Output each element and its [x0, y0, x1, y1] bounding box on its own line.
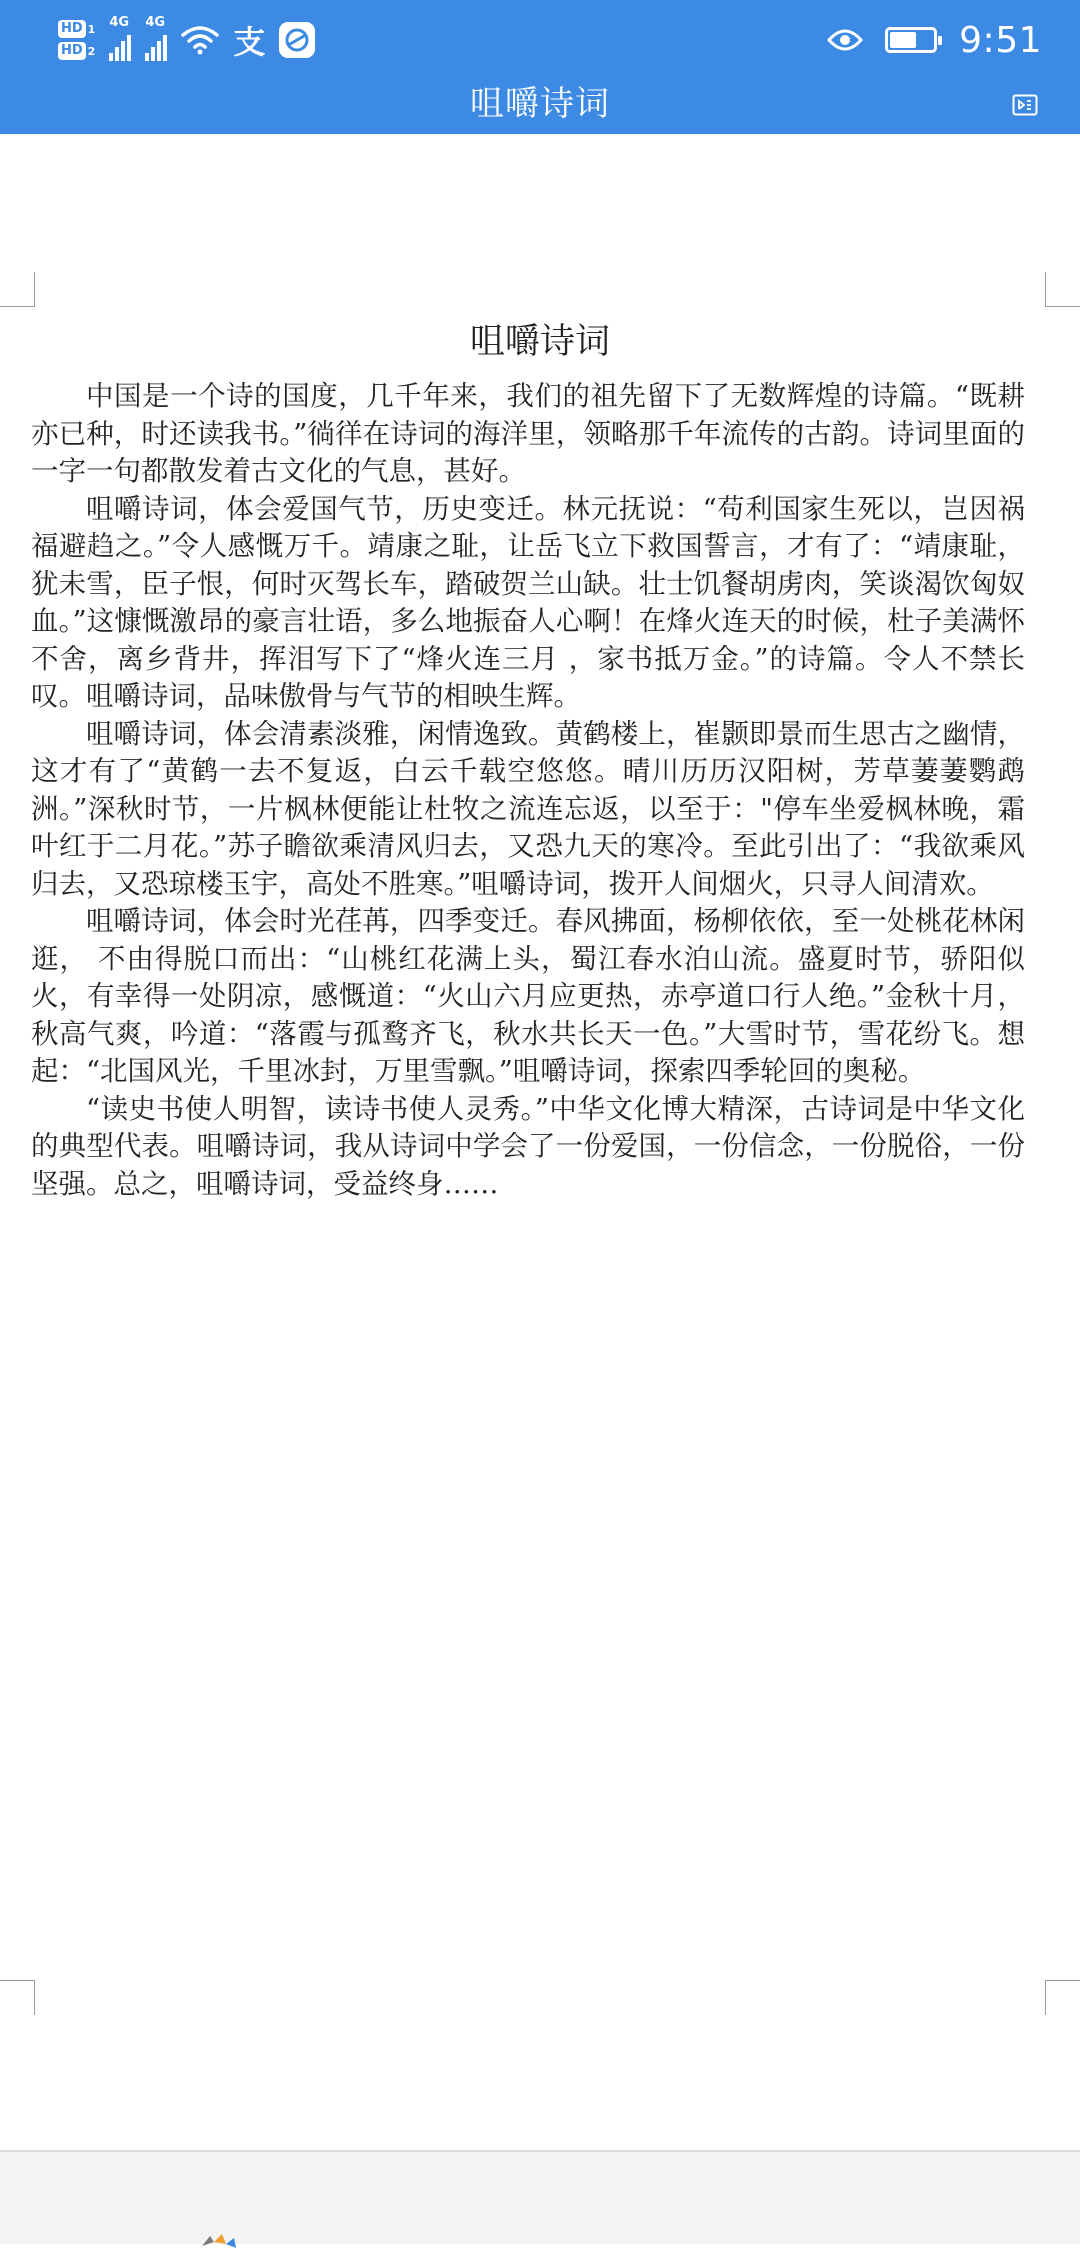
app-title: 咀嚼诗词	[470, 84, 610, 124]
crop-mark-top-right	[1045, 272, 1080, 307]
crop-mark-bottom-left	[0, 1980, 35, 2015]
signal-1-bar	[115, 47, 119, 61]
battery-icon	[885, 27, 937, 53]
document-paragraph: “读史书使人明智，读诗书使人灵秀。”中华文化博大精深，古诗词是中华文化的典型代表。咀嚼诗词，我从诗词中学会了一份爱国，一份信念，一份脱俗，一份坚强。总之，咀嚼诗词，受益终身……	[31, 1092, 1025, 1200]
signal-2-bar	[163, 35, 167, 61]
signal-1-bar	[109, 53, 113, 61]
status-left-group	[58, 10, 315, 70]
hd-indicators	[58, 20, 95, 60]
eye-icon	[827, 28, 863, 52]
alipay-icon: 支	[233, 23, 266, 61]
hd-badge-2-num: 2	[87, 44, 96, 58]
document-paragraph: 咀嚼诗词，体会爱国气节，历史变迁。林元抚说：“苟利国家生死以，岂因祸福避趋之。”令人感慨万千。靖康之耻，让岳飞立下救国誓言，才有了：“靖康耻，犹未雪，臣子恨，何时灭驾长车，踏破贺兰山缺。壮士饥餐胡虏肉，笑谈渴饮匈奴血。”这慷慨激昂的豪言壮语，多么地振奋人心啊！在烽火连天的时候，杜子美满怀不舍，离乡背井，挥泪写下了“烽火连三月 ，家书抵万金。”的诗篇。令人不禁长叹。咀嚼诗词，品味傲骨与气节的相映生辉。	[31, 492, 1025, 712]
hd-badge-1-label: HD	[58, 20, 86, 38]
signal-1-bar	[121, 41, 125, 61]
document-title: 咀嚼诗词	[469, 322, 610, 362]
signal-1-net-label: 4G	[109, 15, 130, 30]
reader-mode-icon[interactable]	[1012, 94, 1038, 116]
document-page[interactable]	[0, 134, 1080, 2150]
hd-badge-2	[58, 42, 95, 60]
signal-2-bar	[157, 41, 161, 61]
signal-2-bar	[151, 47, 155, 61]
bottom-panel	[0, 2150, 1080, 2244]
signal-2-bar	[145, 53, 149, 61]
hd-badge-1	[58, 20, 95, 38]
signal-2-icon	[145, 15, 167, 61]
app-notification-icon	[279, 22, 315, 58]
battery-level-fill	[890, 32, 916, 48]
hd-badge-1-num: 1	[87, 22, 96, 36]
document-body	[31, 378, 1025, 1203]
app-bar	[0, 0, 1080, 134]
bottom-logo-icon	[200, 2232, 270, 2252]
title-row	[0, 80, 1080, 134]
crop-mark-top-left	[0, 272, 35, 307]
document-paragraph: 中国是一个诗的国度，几千年来，我们的祖先留下了无数辉煌的诗篇。“既耕亦已种，时还读我书。”徜徉在诗词的海洋里，领略那千年流传的古韵。诗词里面的一字一句都散发着古文化的气息，甚好。	[31, 380, 1025, 487]
document-paragraph: 咀嚼诗词，体会清素淡雅，闲情逸致。黄鹤楼上，崔颢即景而生思古之幽情，这才有了“黄鹤一去不复返，白云千载空悠悠。晴川历历汉阳树，芳草萋萋鹦鹉洲。”深秋时节，一片枫林便能让杜牧之流连忘返，以至于："停车坐爱枫林晚，霜叶红于二月花。”苏子瞻欲乘清风归去，又恐九天的寒冷。至此引出了：“我欲乘风归去，又恐琼楼玉宇，高处不胜寒。”咀嚼诗词，拨开人间烟火，只寻人间清欢。	[31, 717, 1025, 900]
status-bar	[0, 0, 1080, 80]
wifi-icon	[181, 25, 219, 55]
document-paragraph: 咀嚼诗词，体会时光荏苒，四季变迁。春风拂面，杨柳依依，至一处桃花林闲逛， 不由得脱口而出：“山桃红花满上头，蜀江春水泊山流。盛夏时节，骄阳似火，有幸得一处阴凉，感慨道：“火山六月应更热，赤亭道口行人绝。”金秋十月，秋高气爽，吟道：“落霞与孤鹜齐飞，秋水共长天一色。”大雪时节，雪花纷飞。想起：“北国风光，千里冰封，万里雪飘。”咀嚼诗词，探索四季轮回的奥秘。	[31, 905, 1025, 1087]
status-time: 9:51	[959, 19, 1042, 61]
signal-1-bar	[127, 35, 131, 61]
signal-1-icon	[109, 15, 131, 61]
signal-2-net-label: 4G	[145, 15, 166, 30]
hd-badge-2-label: HD	[58, 42, 86, 60]
crop-mark-bottom-right	[1045, 1980, 1080, 2015]
status-right-group	[827, 10, 1042, 70]
